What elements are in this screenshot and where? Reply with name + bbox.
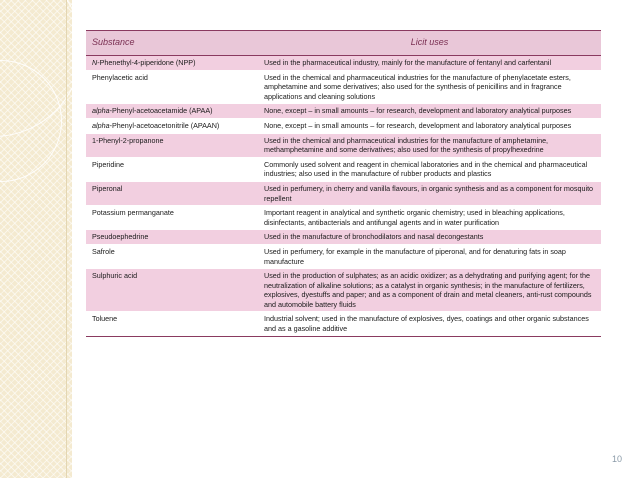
cell-substance: Safrole	[86, 244, 258, 268]
cell-licit-uses: None, except – in small amounts – for research, development and laboratory analytical purposes	[258, 104, 601, 119]
table-row	[86, 244, 601, 268]
table-row	[86, 230, 601, 245]
cell-substance: alpha-Phenyl-acetoacetamide (APAA)	[86, 104, 258, 119]
cell-substance: N-Phenethyl-4-piperidone (NPP)	[86, 56, 258, 71]
cell-licit-uses: Used in the manufacture of bronchodilators and nasal decongestants	[258, 230, 601, 245]
cell-licit-uses: Important reagent in analytical and synthetic organic chemistry; used in bleaching applications, disinfectants, antibacterials and antifungal agents and in water purification	[258, 206, 601, 230]
table-row	[86, 157, 601, 181]
table-row	[86, 181, 601, 205]
cell-substance: Piperonal	[86, 181, 258, 205]
page-number: 10	[611, 454, 622, 464]
cell-licit-uses: Commonly used solvent and reagent in chemical laboratories and in the chemical and pharmaceutical industries; also used in the manufacture of rubber products and plastics	[258, 157, 601, 181]
precursor-table-container	[86, 30, 601, 337]
cell-licit-uses: Used in perfumery, for example in the manufacture of piperonal, and for denaturing fats in soap manufacture	[258, 244, 601, 268]
table-row	[86, 118, 601, 133]
cell-substance: Potassium permanganate	[86, 206, 258, 230]
cell-substance: Pseudoephedrine	[86, 230, 258, 245]
cell-licit-uses: Used in the chemical and pharmaceutical industries for the manufacture of amphetamine, methamphetamine and some derivatives; also used for the synthesis of propylhexedrine	[258, 133, 601, 157]
cell-licit-uses: Used in perfumery, in cherry and vanilla flavours, in organic synthesis and as a component for mosquito repellent	[258, 181, 601, 205]
table-row	[86, 269, 601, 312]
cell-substance: Phenylacetic acid	[86, 70, 258, 104]
cell-substance: 1-Phenyl-2-propanone	[86, 133, 258, 157]
cell-substance: Piperidine	[86, 157, 258, 181]
table-row	[86, 56, 601, 71]
decorative-side-panel	[0, 0, 72, 478]
header-licit-uses: Licit uses	[258, 31, 601, 56]
table-row	[86, 104, 601, 119]
cell-licit-uses: Used in the chemical and pharmaceutical industries for the manufacture of phenylacetate esters, amphetamine and some derivatives; also used for the synthesis of penicillins and in fragrance applications and cleaning solutions	[258, 70, 601, 104]
cell-licit-uses: Industrial solvent; used in the manufacture of explosives, dyes, coatings and other organic substances and as a gasoline additive	[258, 312, 601, 336]
cell-licit-uses: Used in the production of sulphates; as an acidic oxidizer; as a dehydrating and purifying agent; for the neutralization of alkaline solutions; as a catalyst in organic synthesis; in the manufacture of fertilizers, explosives, dyestuffs and paper; and as a component of drain and metal cleaners, anti-rust compounds and automobile battery fluids	[258, 269, 601, 312]
table-row	[86, 70, 601, 104]
cell-substance: alpha-Phenyl-acetoacetonitrile (APAAN)	[86, 118, 258, 133]
panel-divider	[66, 0, 67, 478]
table-header-row	[86, 31, 601, 56]
table-row	[86, 312, 601, 336]
table-body	[86, 56, 601, 337]
cell-substance: Toluene	[86, 312, 258, 336]
table-row	[86, 133, 601, 157]
cell-licit-uses: None, except – in small amounts – for research, development and laboratory analytical purposes	[258, 118, 601, 133]
cell-licit-uses: Used in the pharmaceutical industry, mainly for the manufacture of fentanyl and carfentanil	[258, 56, 601, 71]
cell-substance: Sulphuric acid	[86, 269, 258, 312]
header-substance: Substance	[86, 31, 258, 56]
precursor-uses-table	[86, 30, 601, 337]
table-row	[86, 206, 601, 230]
